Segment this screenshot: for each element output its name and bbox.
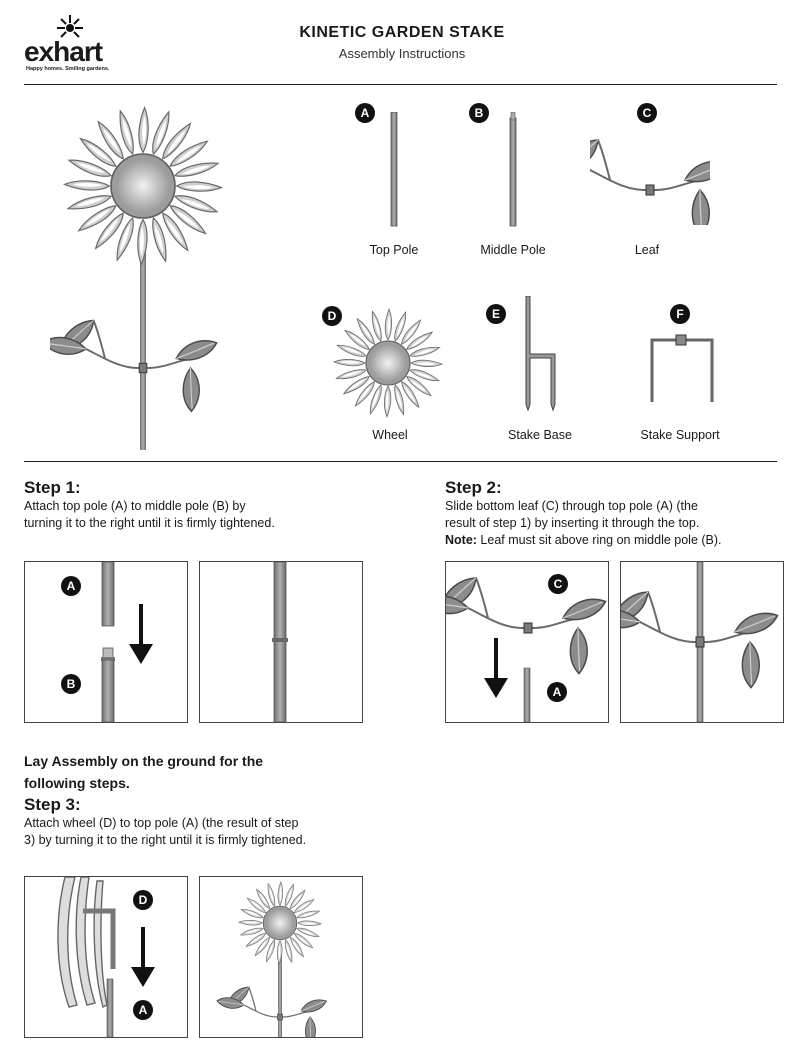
step2-badge-a: A [547, 682, 567, 702]
step2-line-2: result of step 1) by inserting it through the top. [445, 516, 700, 530]
part-f-label: Stake Support [640, 428, 720, 442]
step3-before-illustration [25, 877, 187, 1037]
step1-text [24, 498, 404, 532]
step3-panel-after [199, 876, 363, 1038]
part-b-badge: B [469, 103, 489, 123]
stake-support-part [648, 332, 716, 404]
part-b-label: Middle Pole [480, 243, 546, 257]
lay-assembly-instruction [24, 750, 354, 794]
stake-base-part [515, 296, 565, 414]
part-c-label: Leaf [634, 243, 660, 257]
top-pole-part [386, 112, 402, 228]
step1-panel-after [199, 561, 363, 723]
leaf-part [590, 120, 710, 225]
lay-line-1: Lay Assembly on the ground for the [24, 753, 264, 769]
step3-after-illustration [200, 877, 362, 1037]
step2-panel-before [445, 561, 609, 723]
part-f-badge: F [670, 304, 690, 324]
part-c-badge: C [637, 103, 657, 123]
middle-pole-part [505, 112, 521, 228]
wheel-part [333, 308, 443, 418]
header-divider [24, 84, 777, 85]
part-e-label: Stake Base [508, 428, 572, 442]
brand-tagline: Happy homes. Smiling gardens. [26, 66, 110, 72]
step2-text [445, 498, 795, 549]
step3-badge-a: A [133, 1000, 153, 1020]
step2-note-label: Note: [445, 533, 477, 547]
step1-panel-before [24, 561, 188, 723]
step2-note [445, 532, 795, 549]
part-e-badge: E [486, 304, 506, 324]
part-a-label: Top Pole [369, 243, 419, 257]
step3-heading: Step 3: [24, 795, 81, 814]
lay-line-2: following steps. [24, 775, 130, 791]
parts-divider [24, 461, 777, 462]
step1-badge-b: B [61, 674, 81, 694]
step1-after-illustration [200, 562, 362, 722]
step2-badge-c: C [548, 574, 568, 594]
step2-panel-after [620, 561, 784, 723]
page-subtitle: Assembly Instructions [338, 46, 466, 61]
step1-heading: Step 1: [24, 478, 81, 497]
part-d-badge: D [322, 306, 342, 326]
step1-badge-a: A [61, 576, 81, 596]
step2-heading: Step 2: [445, 478, 502, 497]
step2-line-1: Slide bottom leaf (C) through top pole (A) (the [445, 499, 698, 513]
part-d-label: Wheel [372, 428, 408, 442]
step3-panel-before [24, 876, 188, 1038]
step2-after-illustration [621, 562, 783, 722]
assembled-stake-illustration [50, 100, 240, 455]
step1-before-illustration [25, 562, 187, 722]
step3-text [24, 815, 384, 849]
step2-note-text: Leaf must sit above ring on middle pole (B). [476, 533, 722, 547]
step3-line-2: 3) by turning it to the right until it is firmly tightened. [24, 833, 307, 847]
step1-line-2: turning it to the right until it is firmly tightened. [24, 516, 275, 530]
step1-line-1: Attach top pole (A) to middle pole (B) by [24, 499, 246, 513]
page-title: KINETIC GARDEN STAKE [299, 24, 505, 41]
brand-logo [24, 14, 124, 74]
step3-badge-d: D [133, 890, 153, 910]
step3-line-1: Attach wheel (D) to top pole (A) (the result of step [24, 816, 299, 830]
part-a-badge: A [355, 103, 375, 123]
step2-before-illustration [446, 562, 608, 722]
brand-name: exhart [24, 36, 103, 67]
